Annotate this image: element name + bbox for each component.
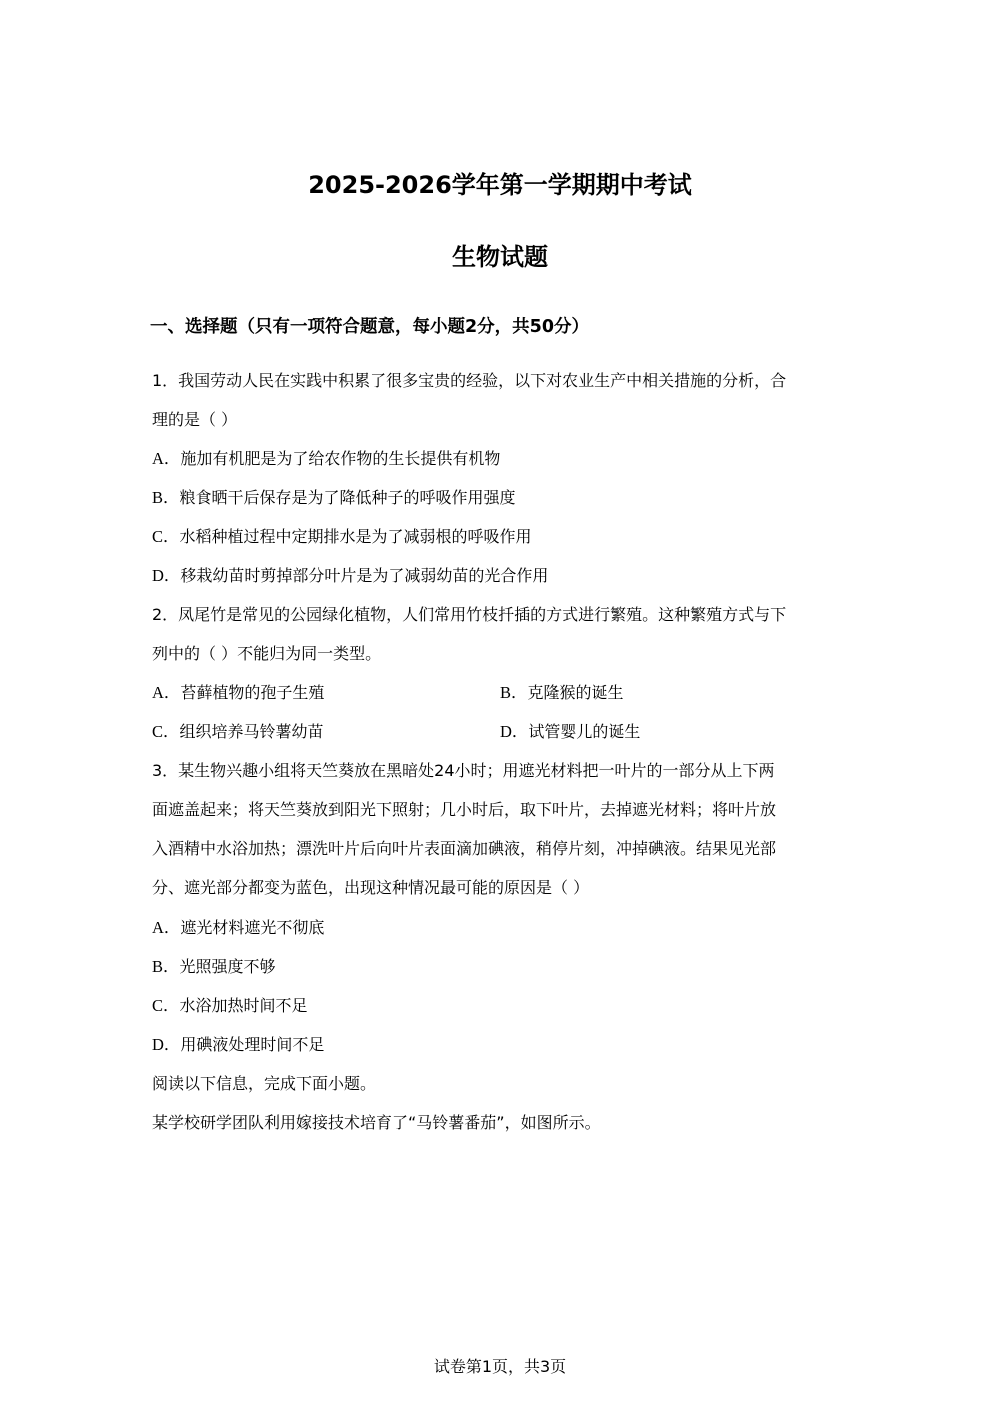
option-letter: A	[152, 683, 164, 702]
option-text: 施加有机肥是为了给农作物的生长提供有机物	[180, 449, 501, 468]
question-2-option-d[interactable]: D．试管婴儿的诞生	[500, 722, 641, 741]
option-letter: B	[152, 488, 164, 507]
question-3-option-b[interactable]: B．光照强度不够	[152, 957, 276, 976]
question-1-option-b[interactable]: B．粮食晒干后保存是为了降低种子的呼吸作用强度	[152, 488, 516, 507]
option-text: 组织培养马铃薯幼苗	[179, 722, 324, 741]
option-text: 粮食晒干后保存是为了降低种子的呼吸作用强度	[179, 488, 516, 507]
option-letter: C	[152, 996, 164, 1015]
question-3-stem-line-2: 面遮盖起来；将天竺葵放到阳光下照射；几小时后，取下叶片，去掉遮光材料；将叶片放	[152, 800, 777, 819]
option-text: 光照强度不够	[179, 957, 276, 976]
question-1-option-a[interactable]: A．施加有机肥是为了给农作物的生长提供有机物	[152, 449, 501, 468]
option-text: 克隆猴的诞生	[527, 683, 624, 702]
question-3-option-c[interactable]: C．水浴加热时间不足	[152, 996, 308, 1015]
question-3-stem-line-3: 入酒精中水浴加热；漂洗叶片后向叶片表面滴加碘液，稍停片刻，冲掉碘液。结果见光部	[152, 839, 777, 858]
reading-intro: 阅读以下信息，完成下面小题。	[152, 1074, 377, 1093]
question-1-option-c[interactable]: C．水稻种植过程中定期排水是为了减弱根的呼吸作用	[152, 527, 532, 546]
page-footer: 试卷第1页，共3页	[433, 1357, 567, 1376]
question-3-option-a[interactable]: A．遮光材料遮光不彻底	[152, 918, 325, 937]
question-2-option-c[interactable]: C．组织培养马铃薯幼苗	[152, 722, 324, 741]
question-2-option-b[interactable]: B．克隆猴的诞生	[500, 683, 624, 702]
option-letter: D	[500, 722, 512, 741]
question-1-stem-line-2: 理的是（ ）	[152, 410, 238, 429]
option-text: 水稻种植过程中定期排水是为了减弱根的呼吸作用	[179, 527, 532, 546]
option-letter: A	[152, 918, 164, 937]
question-1-stem-line-1: 1．我国劳动人民在实践中积累了很多宝贵的经验，以下对农业生产中相关措施的分析，合	[152, 371, 787, 390]
option-letter: D	[152, 1035, 164, 1054]
option-text: 水浴加热时间不足	[179, 996, 308, 1015]
exam-subtitle: 生物试题	[452, 243, 548, 271]
question-3-stem-line-1: 3．某生物兴趣小组将天竺葵放在黑暗处24小时；用遮光材料把一叶片的一部分从上下两	[152, 761, 775, 780]
reading-text: 某学校研学团队利用嫁接技术培育了“马铃薯番茄”，如图所示。	[152, 1113, 601, 1132]
exam-title: 2025-2026学年第一学期期中考试	[308, 171, 692, 199]
question-2-stem-line-1: 2．凤尾竹是常见的公园绿化植物，人们常用竹枝扦插的方式进行繁殖。这种繁殖方式与下	[152, 605, 787, 624]
question-1-option-d[interactable]: D．移栽幼苗时剪掉部分叶片是为了减弱幼苗的光合作用	[152, 566, 549, 585]
option-letter: A	[152, 449, 164, 468]
option-text: 遮光材料遮光不彻底	[180, 918, 325, 937]
option-text: 苔藓植物的孢子生殖	[180, 683, 325, 702]
question-2-option-a[interactable]: A．苔藓植物的孢子生殖	[152, 683, 325, 702]
option-text: 试管婴儿的诞生	[528, 722, 641, 741]
question-2-stem-line-2: 列中的（ ）不能归为同一类型。	[152, 644, 382, 663]
question-3-stem-line-4: 分、遮光部分都变为蓝色，出现这种情况最可能的原因是（ ）	[152, 878, 590, 897]
question-3-option-d[interactable]: D．用碘液处理时间不足	[152, 1035, 325, 1054]
option-letter: B	[500, 683, 512, 702]
option-text: 移栽幼苗时剪掉部分叶片是为了减弱幼苗的光合作用	[180, 566, 549, 585]
option-letter: D	[152, 566, 164, 585]
section-heading: 一、选择题（只有一项符合题意，每小题2分，共50分）	[150, 317, 590, 337]
option-letter: C	[152, 722, 164, 741]
option-letter: B	[152, 957, 164, 976]
option-text: 用碘液处理时间不足	[180, 1035, 325, 1054]
option-letter: C	[152, 527, 164, 546]
